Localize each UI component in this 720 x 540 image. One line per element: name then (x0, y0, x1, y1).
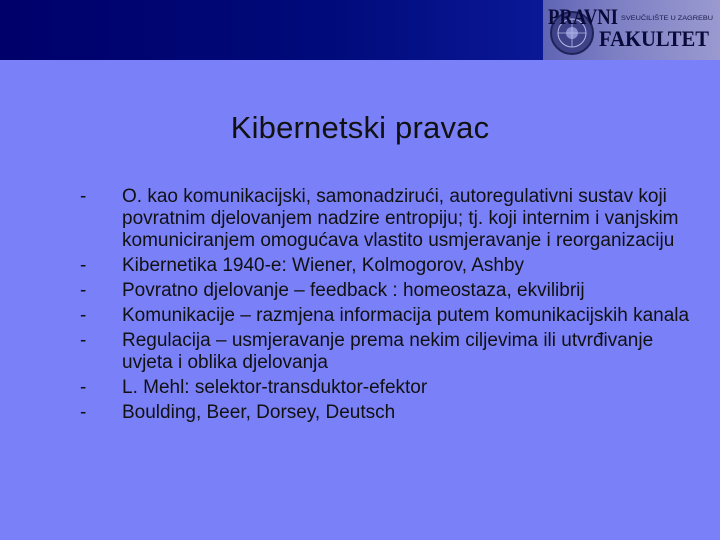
bullet-list (80, 186, 700, 424)
slide-title: Kibernetski pravac (230, 110, 490, 145)
bullet-item (80, 330, 700, 374)
bullet-item (80, 186, 700, 252)
logo-line2: FAKULTET (599, 26, 710, 51)
bullet-item (80, 377, 700, 399)
bullet-text: Kibernetika 1940-e: Wiener, Kolmogorov, Ashby (122, 255, 525, 276)
bullet-item (80, 402, 700, 424)
bullet-text: Regulacija – usmjeravanje prema nekim ciljevima ili utvrđivanje uvjeta i oblika djelovanja (122, 330, 654, 373)
bullet-item (80, 280, 700, 302)
bullet-text: Boulding, Beer, Dorsey, Deutsch (122, 402, 396, 423)
bullet-text: L. Mehl: selektor-transduktor-efektor (122, 377, 428, 398)
logo-university: SVEUČILIŠTE U ZAGREBU (621, 16, 697, 22)
bullet-item (80, 255, 700, 277)
bullet-item (80, 305, 700, 327)
bullet-dash: - (80, 280, 87, 301)
bullet-text: Komunikacije – razmjena informacija putem komunikacijskih kanala (122, 305, 690, 326)
bullet-dash: - (80, 330, 87, 351)
bullet-dash: - (80, 255, 87, 276)
bullet-text: O. kao komunikacijski, samonadzirući, autoregulativni sustav koji povratnim djelovanjem nadzire entropiju; tj. koji internim i vanjskim komuniciranjem omogućava vlastito usmjeravanje i reorganizaciju (122, 186, 679, 251)
bullet-dash: - (80, 305, 87, 326)
bullet-dash: - (80, 377, 87, 398)
bullet-text: Povratno djelovanje – feedback : homeostaza, ekvilibrij (122, 280, 585, 301)
bullet-dash: - (80, 186, 87, 207)
faculty-logo (543, 0, 720, 60)
bullet-dash: - (80, 402, 87, 423)
logo-line1: PRAVNI (548, 4, 618, 29)
